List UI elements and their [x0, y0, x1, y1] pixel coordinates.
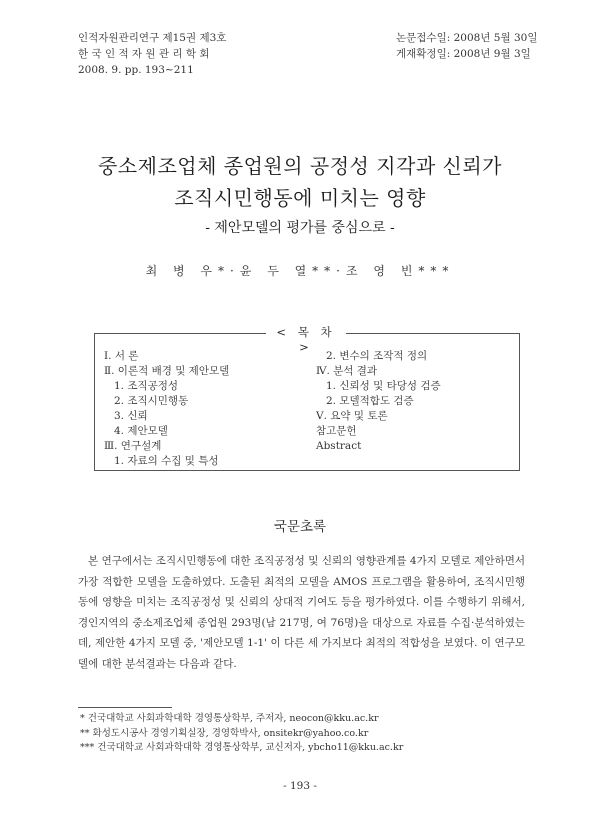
toc-item: Ⅴ. 요약 및 토론 — [316, 410, 388, 422]
toc-item: Ⅲ. 연구설계 — [104, 440, 162, 452]
footnote-divider — [78, 707, 172, 708]
toc-heading: < 목 차 > — [266, 324, 346, 354]
footnote-item: * 건국대학교 사회과학대학 경영통상학부, 주저자, neocon@kku.ac.kr — [80, 713, 379, 724]
toc-item: 2. 변수의 조작적 정의 — [326, 350, 428, 362]
journal-info — [78, 30, 226, 78]
abstract-heading: 국문초록 — [273, 519, 327, 535]
page-number: - 193 - — [283, 780, 317, 792]
issue-pages: 2008. 9. pp. 193~211 — [78, 64, 194, 76]
toc-item: Abstract — [316, 440, 362, 452]
toc-item: 2. 조직시민행동 — [114, 395, 189, 407]
paper-title-line-1: 중소제조업체 종업원의 공정성 지각과 신뢰가 — [97, 154, 502, 178]
toc-item: 1. 조직공정성 — [114, 380, 179, 392]
toc-item: 참고문헌 — [316, 425, 357, 437]
paper-title-line-2: 조직시민행동에 미치는 영향 — [174, 186, 426, 210]
author-list: 최 병 우*·윤 두 열**·조 영 빈*** — [145, 264, 455, 278]
author-footnotes — [80, 712, 403, 756]
toc-left-column — [104, 349, 229, 469]
paper-subtitle: - 제안모델의 평가를 중심으로 - — [205, 220, 395, 236]
toc-item: Ⅰ. 서 론 — [104, 350, 139, 362]
received-date: 논문접수일: 2008년 5월 30일 — [396, 32, 538, 44]
toc-item: 3. 신뢰 — [114, 410, 148, 422]
toc-item: 2. 모델적합도 검증 — [326, 395, 414, 407]
toc-item: 1. 신뢰성 및 타당성 검증 — [326, 380, 441, 392]
footnote-item: ** 화성도시공사 경영기획실장, 경영학박사, onsitekr@yahoo.co.kr — [80, 727, 369, 739]
toc-item: 4. 제안모델 — [114, 425, 168, 437]
submission-info — [396, 30, 537, 62]
toc-item: Ⅱ. 이론적 배경 및 제안모델 — [104, 365, 230, 377]
abstract-body: 본 연구에서는 조직시민행동에 대한 조직공정성 및 신뢰의 영향관계를 4가지 모델로 제안하면서 가장 적합한 모델을 도출하였다. 도출된 최적의 모델을 AMOS 프로그램을 활용하여, 조직시민행동에 영향을 미치는 조직공정성 및 신뢰의 상대적 기여도 등을 평가하였다. 이를 수행하기 위해서, 경인지역의 중소제조업체 종업원 293명(남 217명, 여 76명)을 대상으로 자료를 수집·분석하였는데, 제안한 4가지 모델 중, '제안모델 1-1' 이 다른 세 가지보다 최적의 적합성을 보였다. 이 연구모델에 대한 분석결과는 다음과 같다. — [78, 555, 525, 670]
accepted-date: 게재확정일: 2008년 9월 3일 — [396, 48, 531, 60]
toc-right-column — [316, 349, 441, 454]
toc-item: Ⅳ. 분석 결과 — [316, 365, 378, 377]
publisher-name: 한 국 인 적 자 원 관 리 학 회 — [78, 48, 210, 60]
toc-item: 1. 자료의 수집 및 특성 — [114, 455, 219, 467]
journal-name: 인적자원관리연구 제15권 제3호 — [78, 32, 227, 44]
footnote-item: *** 건국대학교 사회과학대학 경영통상학부, 교신저자, ybcho11@kku.ac.kr — [80, 742, 404, 753]
